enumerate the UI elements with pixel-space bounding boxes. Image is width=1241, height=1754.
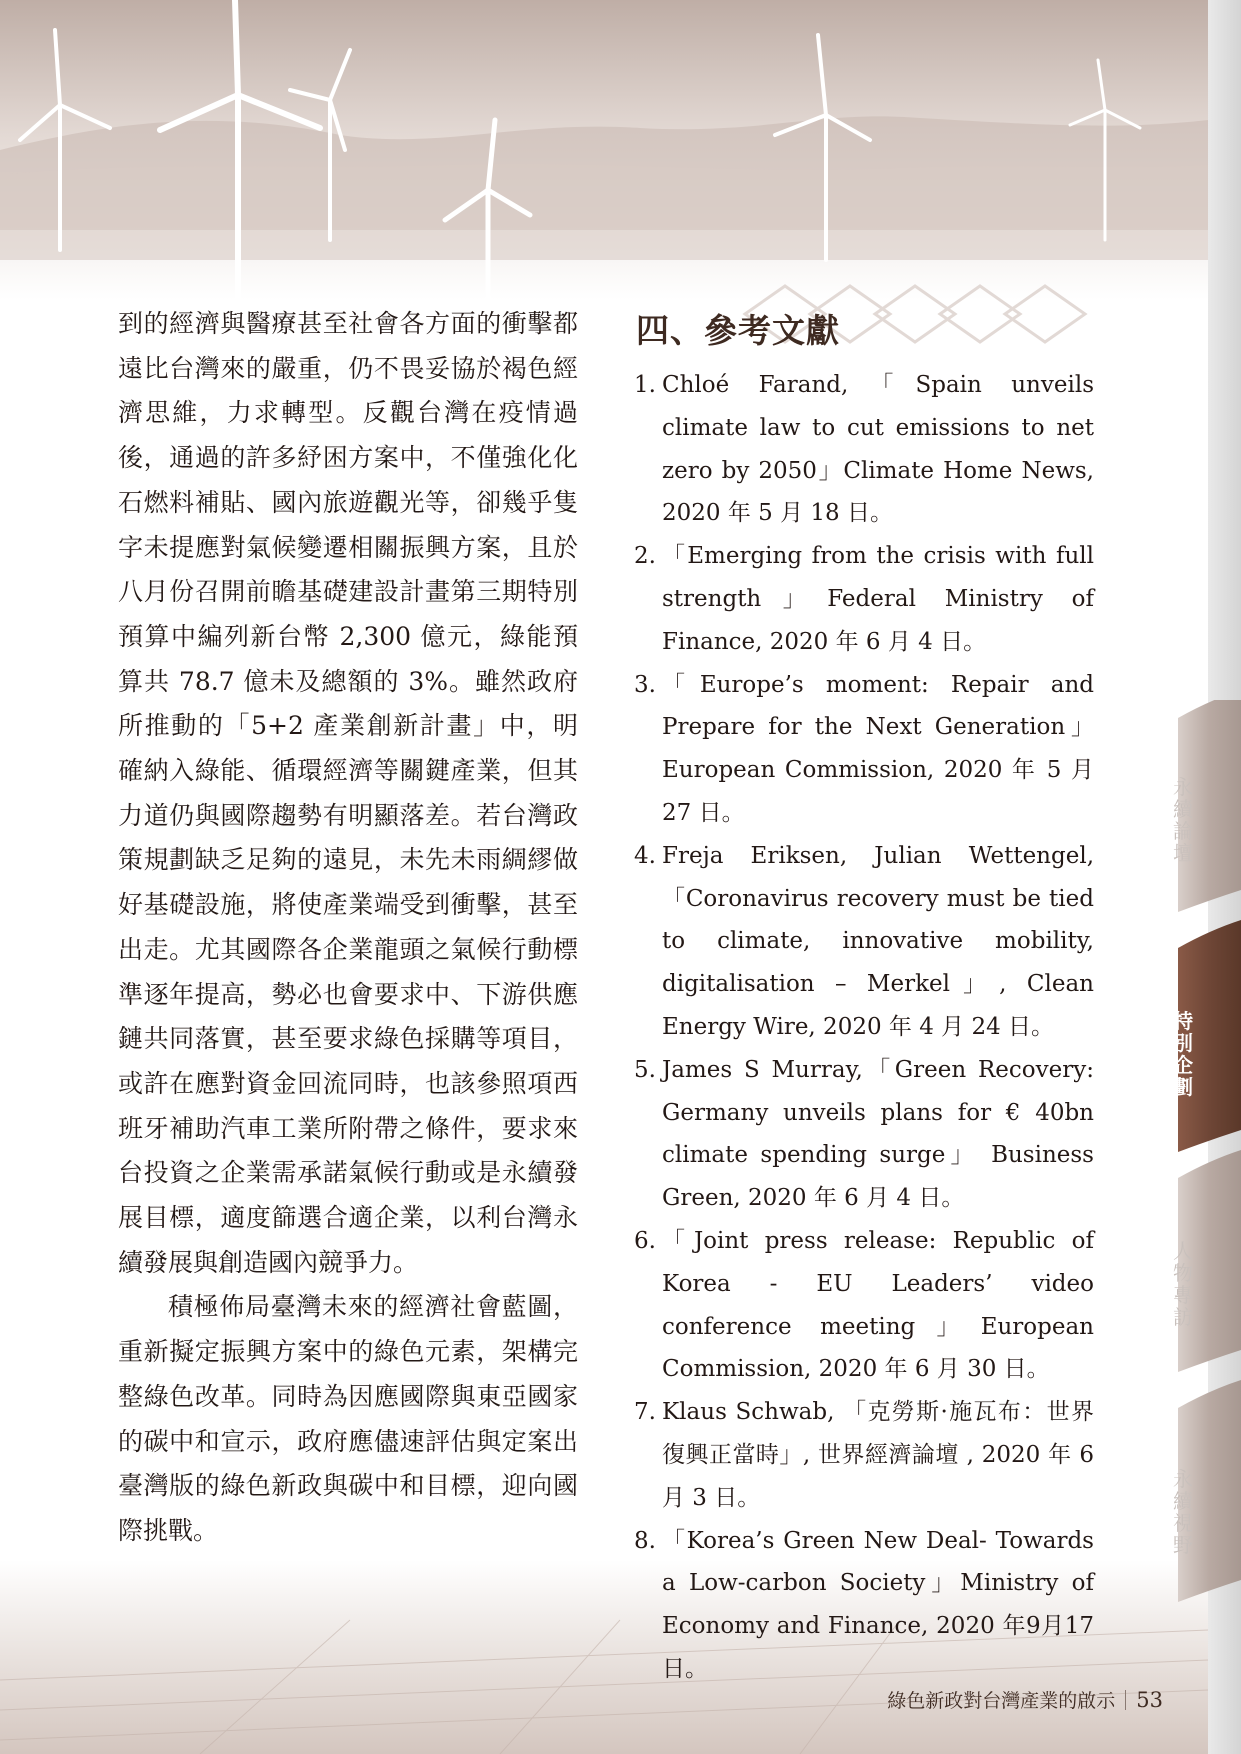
- reference-text: Chloé Farand,「Spain unveils climate law to cut emissions to net zero by 2050」Climate Home News, 2020 年 5 月 18 日。: [662, 372, 1094, 527]
- tab-special-feature[interactable]: 特別企劃: [1173, 1009, 1193, 1099]
- reference-text: Klaus Schwab, 「克勞斯·施瓦布：世界復興正當時」, 世界經濟論壇 , 2020 年 6 月 3 日。: [662, 1399, 1094, 1511]
- page-footer: [887, 1686, 1163, 1713]
- reference-number: 3.: [634, 671, 656, 698]
- wind-turbine-banner: [0, 0, 1208, 300]
- reference-list: [634, 364, 1094, 1691]
- tab-sustainability-vision[interactable]: 永續視野: [1173, 1467, 1193, 1557]
- reference-text: James S Murray,「Green Recovery: Germany unveils plans for € 40bn climate spending surge」 Business Green, 2020 年 6 月 4 日。: [662, 1056, 1094, 1212]
- reference-number: 2.: [634, 543, 656, 570]
- footer-divider: [1125, 1690, 1126, 1710]
- body-paragraph: 到的經濟與醫療甚至社會各方面的衝擊都遠比台灣來的嚴重，仍不畏妥協於褐色經濟思維，力求轉型。反觀台灣在疫情過後，通過的許多紓困方案中，不僅強化化石燃料補貼、國內旅遊觀光等，卻幾乎隻字未提應對氣候變遷相關振興方案，且於八月份召開前瞻基礎建設計畫第三期特別預算中編列新台幣 2,300 億元，綠能預算共 78.7 億未及總額的 3%。雖然政府所推動的「5+2 產業創新計畫」中，明確納入綠能、循環經濟等關鍵產業，但其力道仍與國際趨勢有明顯落差。若台灣政策規劃缺乏足夠的遠見，未先未雨綢繆做好基礎設施，將使產業端受到衝擊，甚至出走。尤其國際各企業龍頭之氣候行動標準逐年提高，勢必也會要求中、下游供應鏈共同落實，甚至要求綠色採購等項目，或許在應對資金回流同時，也該參照項西班牙補助汽車工業所附帶之條件，要求來台投資之企業需承諾氣候行動或是永續發展目標，適度篩選合適企業，以利台灣永續發展與創造國內競爭力。: [118, 309, 578, 1277]
- reference-item: [634, 535, 1094, 663]
- references-heading: 四、參考文獻: [636, 311, 840, 350]
- reference-item: [634, 1220, 1094, 1391]
- reference-text: 「Emerging from the crisis with full strength」Federal Ministry of Finance, 2020 年 6 月 4 日。: [662, 543, 1094, 655]
- reference-number: 8.: [634, 1527, 656, 1554]
- reference-number: 6.: [634, 1227, 656, 1254]
- reference-item: [634, 1520, 1094, 1691]
- reference-item: [634, 364, 1094, 535]
- reference-item: [634, 1049, 1094, 1220]
- body-paragraph: 積極佈局臺灣未來的經濟社會藍圖，重新擬定振興方案中的綠色元素，架構完整綠色改革。同時為因應國際與東亞國家的碳中和宣示，政府應儘速評估與定案出臺灣版的綠色新政與碳中和目標，迎向國際挑戰。: [118, 1292, 578, 1545]
- reference-text: 「Korea’s Green New Deal- Towards a Low-carbon Society」Ministry of Economy and Finance, 2020 年9月17日。: [662, 1527, 1094, 1682]
- body-text-column: [118, 302, 578, 1554]
- reference-text: 「Joint press release: Republic of Korea - EU Leaders’ video conference meeting」European Commission, 2020 年 6 月 30 日。: [662, 1227, 1094, 1383]
- reference-number: 1.: [634, 372, 656, 398]
- tab-sustainability-forum[interactable]: 永續論壇: [1173, 775, 1193, 865]
- reference-number: 4.: [634, 842, 656, 869]
- page-number: 53: [1136, 1688, 1163, 1712]
- reference-number: 5.: [634, 1056, 656, 1083]
- reference-item: [634, 1391, 1094, 1519]
- reference-item: [634, 664, 1094, 835]
- reference-text: 「Europe’s moment: Repair and Prepare for the Next Generation」 European Commission, 2020 年 5 月 27 日。: [662, 671, 1094, 826]
- tab-interview[interactable]: 人物專訪: [1173, 1239, 1193, 1329]
- footer-article-title: 綠色新政對台灣產業的啟示: [887, 1690, 1116, 1712]
- reference-number: 7.: [634, 1399, 656, 1426]
- reference-text: Freja Eriksen, Julian Wettengel,「Coronavirus recovery must be tied to climate, innovative mobility, digitalisation – Merkel」, Clean Energy Wire, 2020 年 4 月 24 日。: [662, 842, 1094, 1040]
- reference-item: [634, 835, 1094, 1049]
